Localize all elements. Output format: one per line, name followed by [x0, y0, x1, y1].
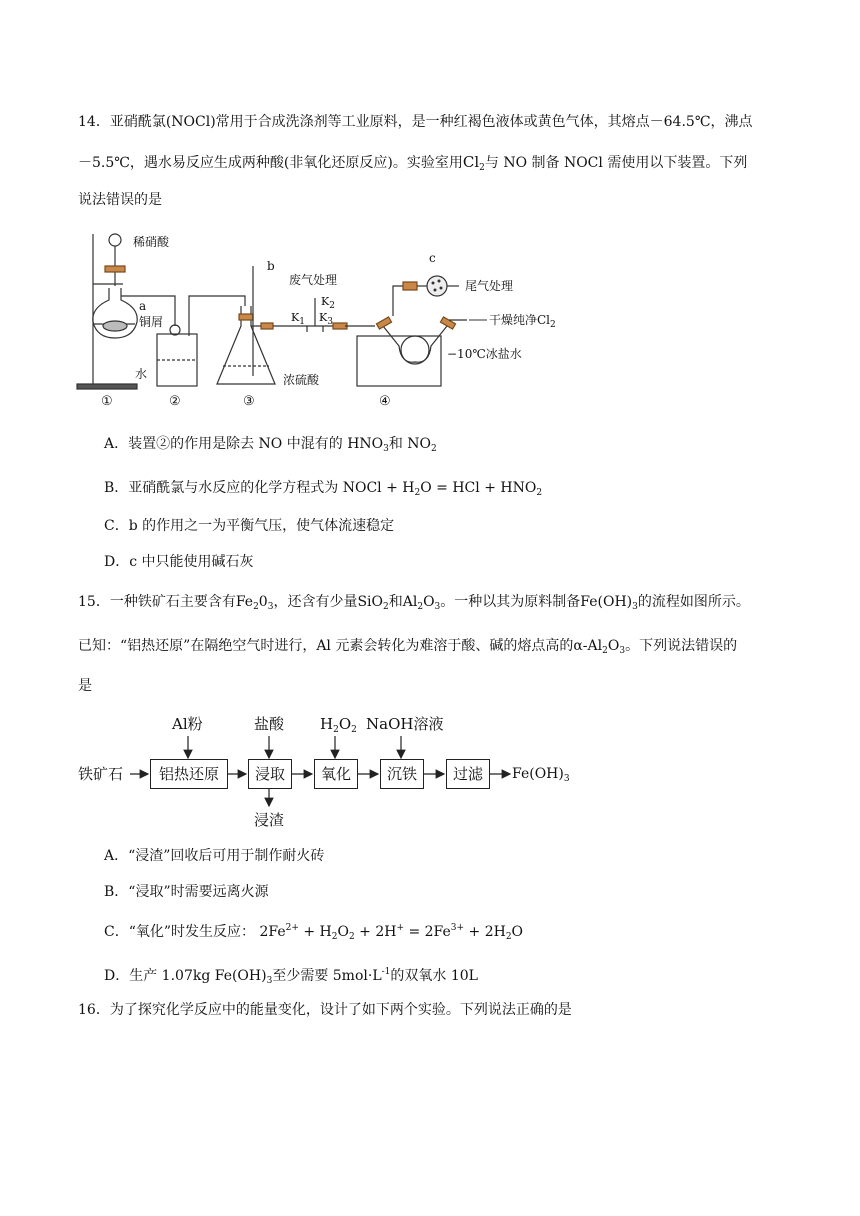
flow-step-filter: 过滤 [446, 759, 490, 789]
label-n3: ③ [243, 394, 255, 409]
q15-line1: 15．一种铁矿石主要含有$Fe_20_3$，还含有少量SiO$_2$和$Al_2O_3$。一种以其为原料制备$Fe(OH)_3$的流程如图所示。 [78, 594, 750, 612]
q14-option-d: D．c 中只能使用碱石灰 [104, 554, 254, 570]
label-k3: $K_3$ [319, 311, 333, 327]
label-water: 水 [135, 367, 148, 381]
label-copper: 铜屑 [139, 315, 164, 329]
label-dry-cl2: 干燥纯净$Cl_2$ [489, 313, 556, 330]
label-b: b [267, 259, 275, 273]
label-ice-brine: −10℃冰盐水 [447, 347, 522, 361]
label-conc-sulfuric: 浓硫酸 [283, 373, 320, 387]
label-n4: ④ [379, 394, 391, 409]
q15-option-b: B．“浸取”时需要远离火源 [104, 884, 269, 900]
flow-step-leach: 浸取 [248, 759, 292, 789]
label-a: a [139, 299, 147, 313]
label-k1: $K_1$ [291, 311, 305, 327]
q15-option-d: D．生产 1.07kg $Fe(OH)_3$至少需要 $5mol\cdot L^{-1}$的双氧水 10L [104, 967, 478, 986]
q16-line1: 16．为了探究化学反应中的能量变化，设计了如下两个实验。下列说法正确的是 [78, 1002, 572, 1018]
reagent-naoh: NaOH溶液 [366, 715, 444, 733]
flow-residue: 浸渣 [254, 811, 285, 829]
label-n2: ② [169, 394, 181, 409]
q15-option-a: A．“浸渣”回收后可用于制作耐火砖 [104, 848, 325, 864]
flow-product: $Fe(OH)_3$ [512, 766, 570, 784]
q15-option-c: C．“氧化”时发生反应： $2Fe^{2+} + H_2O_2 + 2H^+ = 2Fe^{3+} + 2H_2O$ [104, 923, 524, 942]
reagent-h2o2: $H_2O_2$ [320, 715, 357, 735]
reagent-al: Al粉 [172, 715, 203, 733]
label-n1: ① [101, 394, 113, 409]
reagent-hcl: 盐酸 [254, 715, 285, 733]
label-tail-gas: 尾气处理 [465, 279, 514, 293]
flow-step-oxidize: 氧化 [314, 759, 358, 789]
q14-option-b: B．亚硝酰氯与水反应的化学方程式为 NOCl + $H_2O$ = HCl + $HNO_2$ [104, 480, 543, 498]
q14-option-c: C．b 的作用之一为平衡气压，使气体流速稳定 [104, 518, 395, 534]
flow-step-thermite: 铝热还原 [150, 759, 228, 789]
q14-line1: 14．亚硝酰氯(NOCl)常用于合成洗涤剂等工业原料，是一种红褐色液体或黄色气体，其熔点－64.5℃，沸点 [78, 114, 753, 130]
flow-start: 铁矿石 [78, 765, 124, 783]
q14-line2: －5.5℃，遇水易反应生成两种酸(非氧化还原反应)。实验室用$Cl_2$与 NO 制备 NOCl 需使用以下装置。下列 [78, 153, 748, 173]
label-waste-gas: 废气处理 [289, 273, 338, 287]
q15-line3: 是 [78, 678, 92, 694]
q15-line2: 已知：“铝热还原”在隔绝空气时进行，Al 元素会转化为难溶于酸、碱的熔点高的$\alpha-Al_2O_3$。下列说法错误的 [78, 638, 738, 656]
label-c: c [429, 251, 436, 265]
q14-line3: 说法错误的是 [78, 192, 162, 208]
q14-option-a: A．装置②的作用是除去 NO 中混有的 $HNO_3$和 $NO_2$ [104, 436, 437, 454]
label-k2: $K_2$ [321, 295, 335, 311]
flow-step-precipitate: 沉铁 [380, 759, 424, 789]
label-dilute-nitric: 稀硝酸 [133, 235, 170, 249]
